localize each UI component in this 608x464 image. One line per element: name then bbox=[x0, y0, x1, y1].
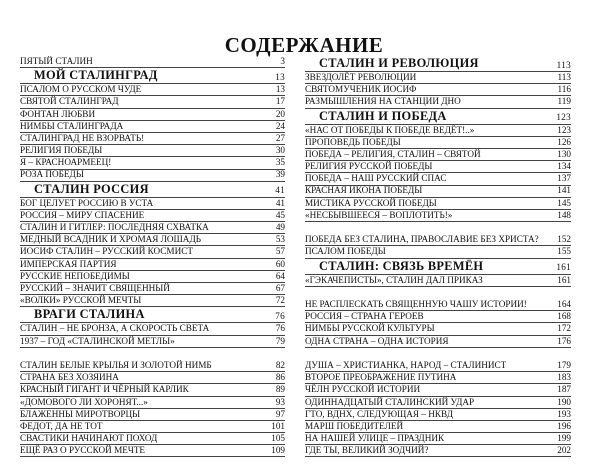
page-number: 49 bbox=[275, 222, 285, 233]
page-number: 3 bbox=[280, 55, 285, 66]
entry-title: ПЯТЫЙ СТАЛИН bbox=[20, 55, 93, 66]
toc-section-heading bbox=[20, 307, 285, 323]
page-number: 67 bbox=[275, 282, 285, 293]
page-number: 86 bbox=[275, 372, 285, 383]
page-number: 119 bbox=[557, 96, 571, 107]
page-number: 193 bbox=[557, 408, 571, 419]
page-number: 41 bbox=[275, 185, 285, 196]
toc-entry bbox=[305, 275, 571, 287]
entry-title: ПСАЛОМ ПОБЕДЫ bbox=[305, 246, 386, 257]
entry-title: ПОБЕДА – НАШ РУССКИЙ СПАС bbox=[305, 173, 447, 184]
page-number: 199 bbox=[557, 433, 571, 444]
page-number: 134 bbox=[557, 161, 571, 172]
page-number: 105 bbox=[271, 433, 285, 444]
entry-title: СТАЛИН – НЕ БРОНЗА, А СКОРОСТЬ СВЕТА bbox=[20, 323, 210, 334]
page-number: 202 bbox=[557, 445, 571, 456]
toc-section-heading bbox=[20, 68, 285, 84]
page-number: 126 bbox=[557, 136, 571, 147]
page-number: 196 bbox=[557, 420, 571, 431]
entry-title: ВТОРОЕ ПРЕОБРАЖЕНИЕ ПУТИНА bbox=[305, 372, 457, 383]
page-number: 30 bbox=[275, 145, 285, 156]
page-number: 76 bbox=[275, 323, 285, 334]
page-number: 17 bbox=[275, 96, 285, 107]
page-number: 13 bbox=[275, 84, 285, 95]
page-number: 137 bbox=[557, 173, 571, 184]
toc-section-heading bbox=[305, 56, 571, 72]
entry-title: Я – КРАСНОАРМЕЕЦ! bbox=[20, 157, 112, 168]
page-number: 161 bbox=[557, 274, 571, 285]
entry-title: РОЗА ПОБЕДЫ bbox=[20, 169, 84, 180]
page-number: 172 bbox=[557, 323, 571, 334]
entry-title: НЕ РАСПЛЕСКАТЬ СВЯЩЕННУЮ ЧАШУ ИСТОРИИ! bbox=[305, 299, 527, 310]
entry-title: «ГЭКАЧЕПИСТЫ», СТАЛИН ДАЛ ПРИКАЗ bbox=[305, 274, 483, 285]
entry-title: СТАЛИН БЕЛЫЕ КРЫЛЬЯ И ЗОЛОТОЙ НИМБ bbox=[20, 359, 212, 370]
entry-title: ИМПЕРСКАЯ ПАРТИЯ bbox=[20, 258, 117, 269]
entry-title: СТАЛИНГРАД НЕ ВЗОРВАТЬ! bbox=[20, 132, 145, 143]
page-number: 109 bbox=[271, 445, 285, 456]
entry-title: НИМБЫ СТАЛИНГРАДА bbox=[20, 120, 124, 131]
entry-title: «НАС ОТ ПОБЕДЫ К ПОБЕДЕ ВЕДЁТ!..» bbox=[305, 124, 475, 135]
page-number: 76 bbox=[275, 311, 285, 322]
page-number: 183 bbox=[557, 372, 571, 383]
page-number: 89 bbox=[275, 384, 285, 395]
section-title: МОЙ СТАЛИНГРАД bbox=[34, 68, 158, 83]
page-title: СОДЕРЖАНИЕ bbox=[224, 33, 384, 57]
toc-column-left bbox=[20, 56, 285, 457]
entry-title: РОССИЯ – СТРАНА ГЕРОЕВ bbox=[305, 311, 424, 322]
page-number: 190 bbox=[557, 396, 571, 407]
section-title: ВРАГИ СТАЛИНА bbox=[34, 307, 145, 322]
page-number: 82 bbox=[275, 359, 285, 370]
toc-entry bbox=[20, 348, 285, 372]
page-number: 101 bbox=[271, 420, 285, 431]
entry-title: ГДЕ ТЫ, ВЕЛИКИЙ ЗОДЧИЙ? bbox=[305, 445, 429, 456]
page-number: 148 bbox=[557, 209, 571, 220]
entry-title: ДУША – ХРИСТИАНКА, НАРОД – СТАЛИНИСТ bbox=[305, 359, 507, 370]
entry-title: РАЗМЫШЛЕНИЯ НА СТАНЦИИ ДНО bbox=[305, 96, 461, 107]
entry-title: ОДИННАДЦАТЫЙ СТАЛИНСКИЙ УДАР bbox=[305, 396, 475, 407]
page-number: 60 bbox=[275, 258, 285, 269]
page-number: 130 bbox=[557, 148, 571, 159]
entry-title: РЕЛИГИЯ РУССКОЙ ПОБЕДЫ bbox=[305, 161, 433, 172]
section-title: СТАЛИН И РЕВОЛЮЦИЯ bbox=[319, 56, 479, 70]
page-number: 155 bbox=[557, 246, 571, 257]
entry-title: СТАЛИН И ГИТЛЕР: ПОСЛЕДНЯЯ СХВАТКА bbox=[20, 222, 209, 233]
entry-title: ФОНТАН ЛЮБВИ bbox=[20, 108, 96, 119]
page-number: 116 bbox=[557, 84, 571, 95]
page-number: 145 bbox=[557, 197, 571, 208]
entry-title: ЗВЕЗДОЛЁТ РЕВОЛЮЦИИ bbox=[305, 71, 417, 82]
page-number: 79 bbox=[275, 335, 285, 346]
page-number: 97 bbox=[275, 408, 285, 419]
entry-title: МИСТИКА РУССКОЙ ПОБЕДЫ bbox=[305, 197, 437, 208]
page-number: 179 bbox=[557, 359, 571, 370]
entry-title: ФЕДОТ, ДА НЕ ТОТ bbox=[20, 420, 103, 431]
entry-title: ГТО, ВДНХ, СЛЕДУЮЩАЯ – НКВД bbox=[305, 408, 454, 419]
entry-title: БЛАЖЕННЫ МИРОТВОРЦЫ bbox=[20, 408, 141, 419]
page-number: 123 bbox=[556, 112, 571, 123]
entry-title: РОССИЯ – МИРУ СПАСЕНИЕ bbox=[20, 209, 145, 220]
page-number: 39 bbox=[275, 169, 285, 180]
entry-title: СВЯТОМУЧЕНИК ИОСИФ bbox=[305, 84, 417, 95]
page-number: 45 bbox=[275, 209, 285, 220]
entry-title: МАРШ ПОБЕДИТЕЛЕЙ bbox=[305, 420, 404, 431]
page-number: 141 bbox=[557, 185, 571, 196]
entry-title: ПСАЛОМ О РУССКОМ ЧУДЕ bbox=[20, 84, 142, 95]
entry-title: РУССКИЙ – ЗНАЧИТ СВЯЩЕННЫЙ bbox=[20, 282, 170, 293]
toc-entry bbox=[305, 445, 571, 457]
page-number: 123 bbox=[557, 124, 571, 135]
page-number: 113 bbox=[557, 71, 571, 82]
toc-entry bbox=[305, 210, 571, 222]
entry-title: НИМБЫ РУССКОЙ КУЛЬТУРЫ bbox=[305, 323, 435, 334]
entry-title: СВАСТИКИ НАЧИНАЮТ ПОХОД bbox=[20, 433, 158, 444]
toc-entry bbox=[305, 348, 571, 372]
page-number: 161 bbox=[556, 262, 571, 273]
page-number: 152 bbox=[557, 234, 571, 245]
toc-column-right bbox=[305, 56, 571, 457]
entry-title: ПРОПОВЕДЬ ПОБЕДЫ bbox=[305, 136, 401, 147]
page-number: 187 bbox=[557, 384, 571, 395]
page-number: 53 bbox=[275, 234, 285, 245]
page-number: 93 bbox=[275, 396, 285, 407]
entry-title: КРАСНЫЙ ГИГАНТ И ЧЁРНЫЙ КАРЛИК bbox=[20, 384, 189, 395]
entry-title: СВЯТОЙ СТАЛИНГРАД bbox=[20, 96, 119, 107]
entry-title: РЕЛИГИЯ ПОБЕДЫ bbox=[20, 145, 103, 156]
entry-title: ПОБЕДА – РЕЛИГИЯ, СТАЛИН – СВЯТОЙ bbox=[305, 148, 481, 159]
toc-entry bbox=[305, 336, 571, 348]
page-number: 35 bbox=[275, 157, 285, 168]
page-number: 27 bbox=[275, 132, 285, 143]
page-number: 13 bbox=[275, 71, 285, 82]
entry-title: «ВОЛКИ» РУССКОЙ МЕЧТЫ bbox=[20, 295, 142, 306]
entry-title: «НЕСБЫВШЕЕСЯ – ВОПЛОТИТЬ!» bbox=[305, 209, 453, 220]
page-number: 176 bbox=[557, 335, 571, 346]
page-number: 57 bbox=[275, 246, 285, 257]
toc-entry bbox=[20, 336, 285, 348]
toc-entry bbox=[305, 287, 571, 311]
page-number: 64 bbox=[275, 270, 285, 281]
section-title: СТАЛИН РОССИЯ bbox=[34, 181, 149, 196]
page-number: 72 bbox=[275, 295, 285, 306]
page-number: 164 bbox=[557, 299, 571, 310]
entry-title: РУССКИЕ НЕПОБЕДИМЫ bbox=[20, 270, 130, 281]
entry-title: МЕДНЫЙ ВСАДНИК И ХРОМАЯ ЛОШАДЬ bbox=[20, 234, 201, 245]
section-title: СТАЛИН И ПОБЕДА bbox=[319, 108, 447, 123]
toc-section-heading bbox=[305, 259, 571, 275]
toc-section-heading bbox=[20, 182, 285, 198]
page-number: 20 bbox=[275, 108, 285, 119]
entry-title: НА НАШЕЙ УЛИЦЕ – ПРАЗДНИК bbox=[305, 433, 445, 444]
entry-title: БОГ ЦЕЛУЕТ РОССИЮ В УСТА bbox=[20, 197, 154, 208]
entry-title: ОДНА СТРАНА – ОДНА ИСТОРИЯ bbox=[305, 335, 449, 346]
entry-title: ЕЩЁ РАЗ О РУССКОЙ МЕЧТЕ bbox=[20, 445, 146, 456]
entry-title: ПОБЕДА БЕЗ СТАЛИНА, ПРАВОСЛАВИЕ БЕЗ ХРИСТА? bbox=[305, 234, 539, 245]
section-title: СТАЛИН: СВЯЗЬ ВРЕМЁН bbox=[319, 258, 484, 273]
entry-title: ИОСИФ СТАЛИН – РУССКИЙ КОСМИСТ bbox=[20, 246, 193, 257]
entry-title: «ДОМОВОГО ЛИ ХОРОНЯТ...» bbox=[20, 396, 148, 407]
page-number: 41 bbox=[275, 197, 285, 208]
entry-title: КРАСНАЯ ИКОНА ПОБЕДЫ bbox=[305, 185, 423, 196]
page-number: 24 bbox=[275, 120, 285, 131]
toc-entry bbox=[305, 222, 571, 246]
entry-title: ЧЁЛН РУССКОЙ ИСТОРИИ bbox=[305, 384, 421, 395]
entry-title: 1937 – ГОД «СТАЛИНСКОЙ МЕТЛЫ» bbox=[20, 335, 175, 346]
page-number: 168 bbox=[557, 311, 571, 322]
toc-section-heading bbox=[305, 109, 571, 125]
toc-entry bbox=[20, 445, 285, 457]
page-number: 113 bbox=[556, 59, 571, 70]
entry-title: СТРАНА БЕЗ ХОЗЯИНА bbox=[20, 372, 119, 383]
